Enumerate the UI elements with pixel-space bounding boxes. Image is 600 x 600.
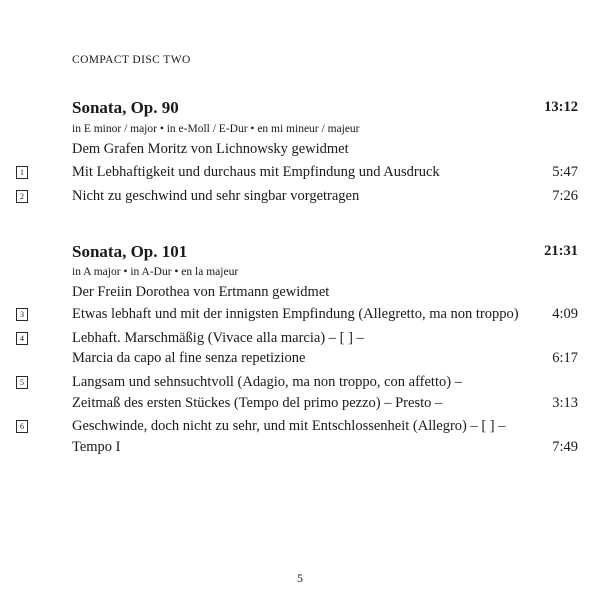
track-number: 2 (16, 190, 28, 203)
sonata-title: Sonata, Op. 90 (72, 98, 179, 117)
track-duration: 5:47 (552, 164, 578, 180)
track-title: Etwas lebhaft und mit der innigsten Empfindung (Allegretto, ma non troppo) (72, 306, 519, 322)
track-title-continuation: Marcia da capo al fine senza repetizione (72, 350, 306, 366)
track-title: Lebhaft. Marschmäßig (Vivace alla marcia) – [ ] – (72, 330, 364, 346)
track-number: 4 (16, 332, 28, 345)
track-number: 1 (16, 166, 28, 179)
track-title: Langsam und sehnsuchtvoll (Adagio, ma non troppo, con affetto) – (72, 374, 462, 390)
page-number: 5 (297, 571, 303, 585)
track-number: 5 (16, 376, 28, 389)
track-duration: 6:17 (552, 350, 578, 366)
sonata-title: Sonata, Op. 101 (72, 242, 188, 261)
sonata-op90-section (0, 98, 600, 157)
track-title-continuation: Tempo I (72, 439, 121, 455)
sonata-keys: in E minor / major • in e-Moll / E-Dur • en mi mineur / majeur (72, 123, 360, 135)
track-number: 3 (16, 308, 28, 321)
sonata-dedication: Der Freiin Dorothea von Ertmann gewidmet (72, 284, 330, 300)
sonata-dedication: Dem Grafen Moritz von Lichnowsky gewidmet (72, 141, 349, 157)
sonata-total-duration: 21:31 (544, 243, 578, 259)
track-title: Nicht zu geschwind und sehr singbar vorgetragen (72, 188, 360, 204)
sonata-keys: in A major • in A-Dur • en la majeur (72, 266, 239, 278)
sonata-total-duration: 13:12 (544, 99, 578, 115)
track-duration: 7:49 (552, 439, 578, 455)
track-title: Mit Lebhaftigkeit und durchaus mit Empfindung und Ausdruck (72, 164, 440, 180)
disc-header: COMPACT DISC TWO (72, 54, 191, 66)
track-duration: 3:13 (552, 395, 578, 411)
track-duration: 7:26 (552, 188, 578, 204)
track-title-continuation: Zeitmaß des ersten Stückes (Tempo del primo pezzo) – Presto – (72, 395, 443, 411)
sonata-op101-section (0, 242, 600, 300)
track-duration: 4:09 (552, 306, 578, 322)
track-title: Geschwinde, doch nicht zu sehr, und mit Entschlossenheit (Allegro) – [ ] – (72, 418, 506, 434)
track-number: 6 (16, 420, 28, 433)
